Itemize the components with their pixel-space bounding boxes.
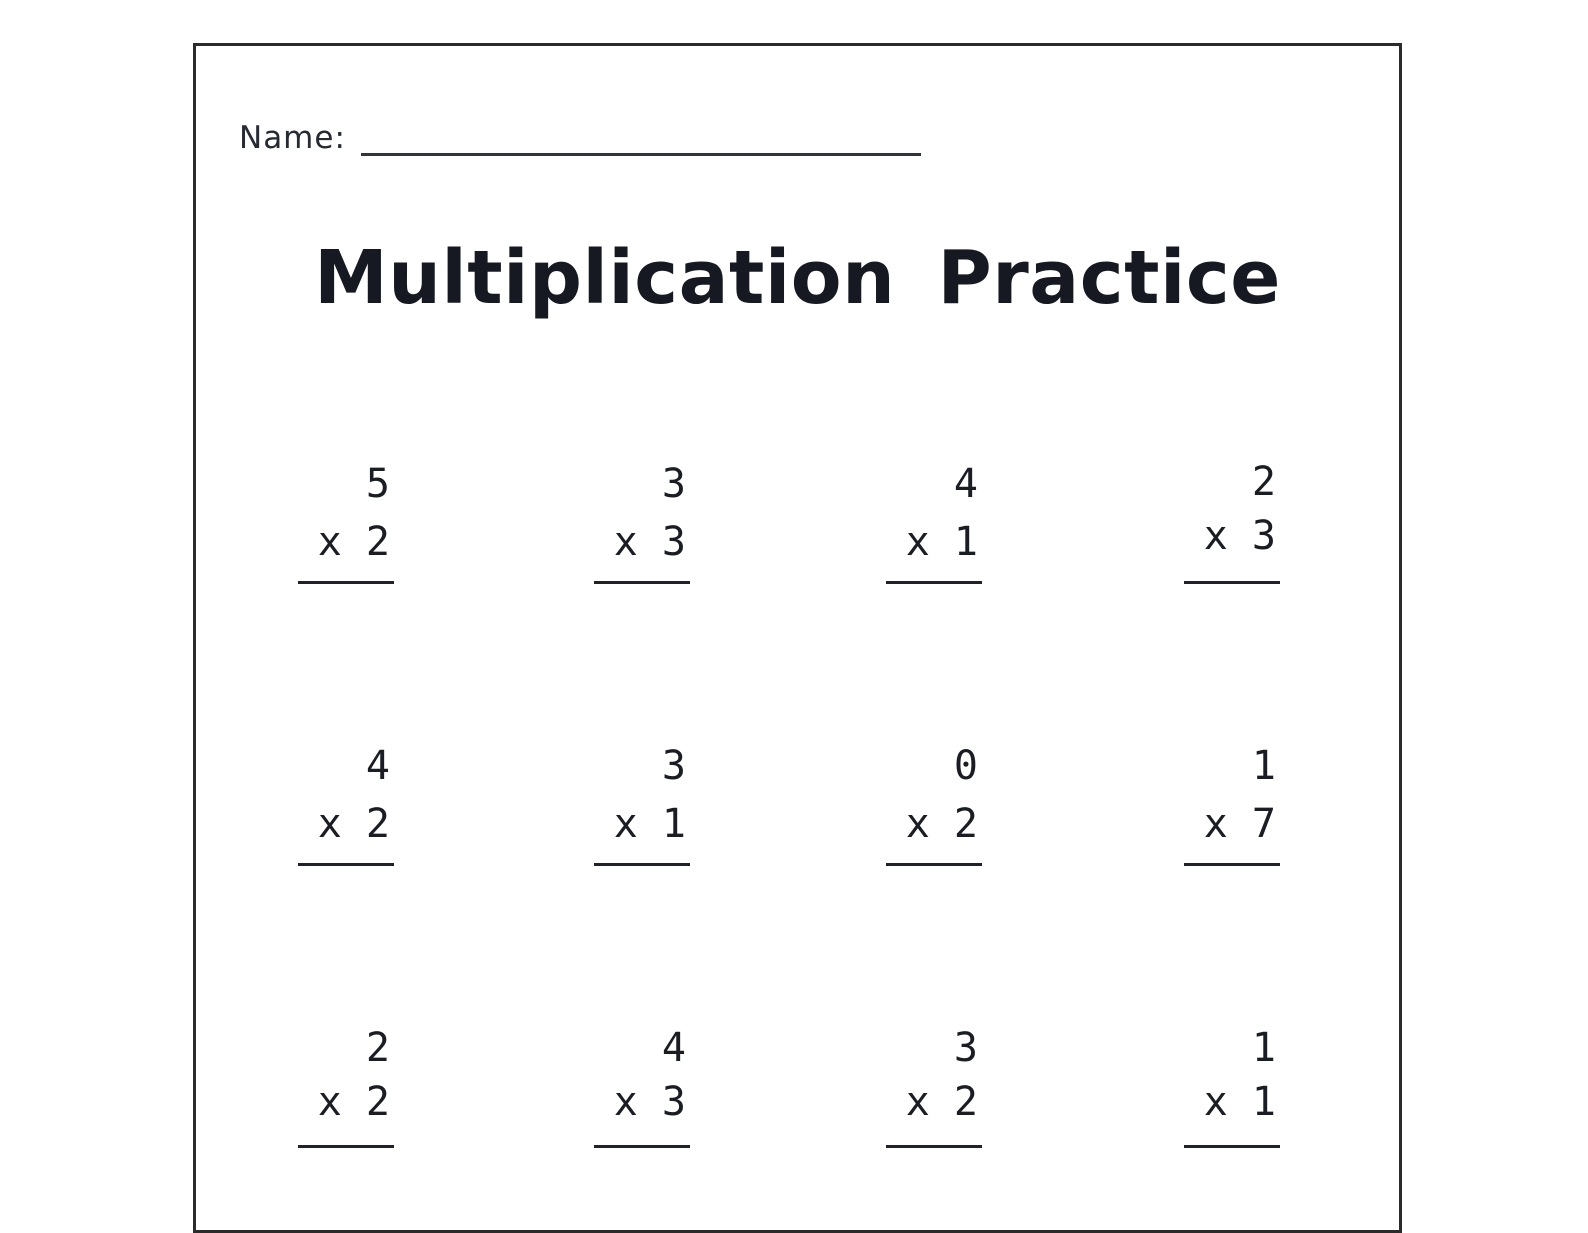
multiplier-row bbox=[614, 518, 686, 566]
answer-line[interactable] bbox=[298, 863, 394, 866]
problem-7 bbox=[886, 740, 982, 872]
problem-12 bbox=[1184, 1022, 1280, 1154]
multiplicand: 1 bbox=[1251, 743, 1276, 789]
operator: x bbox=[905, 1079, 930, 1125]
name-row bbox=[239, 118, 921, 158]
operator: x bbox=[905, 801, 930, 847]
operator: x bbox=[613, 1079, 638, 1125]
problem-2 bbox=[594, 458, 690, 590]
multiplier: 1 bbox=[953, 519, 978, 565]
answer-line[interactable] bbox=[594, 581, 690, 584]
multiplicand: 3 bbox=[661, 461, 686, 507]
multiplicand: 3 bbox=[661, 743, 686, 789]
problem-11 bbox=[886, 1022, 982, 1154]
problem-6 bbox=[594, 740, 690, 872]
operator: x bbox=[1203, 801, 1228, 847]
multiplicand: 5 bbox=[365, 461, 390, 507]
problem-5 bbox=[298, 740, 394, 872]
answer-line[interactable] bbox=[886, 1145, 982, 1148]
multiplicand: 1 bbox=[1251, 1025, 1276, 1071]
operator: x bbox=[317, 519, 342, 565]
multiplier: 3 bbox=[661, 1079, 686, 1125]
problem-4 bbox=[1184, 456, 1280, 588]
operator: x bbox=[613, 801, 638, 847]
multiplier-row bbox=[1204, 512, 1276, 560]
operator: x bbox=[613, 519, 638, 565]
multiplier: 1 bbox=[661, 801, 686, 847]
problem-10 bbox=[594, 1022, 690, 1154]
answer-line[interactable] bbox=[594, 863, 690, 866]
multiplier-row bbox=[906, 800, 978, 848]
multiplier: 1 bbox=[1251, 1079, 1276, 1125]
operator: x bbox=[905, 519, 930, 565]
multiplier: 2 bbox=[953, 801, 978, 847]
multiplicand: 4 bbox=[953, 461, 978, 507]
multiplier: 3 bbox=[1251, 513, 1276, 559]
multiplier: 3 bbox=[661, 519, 686, 565]
worksheet-title: Multiplication Practice bbox=[314, 235, 1281, 321]
answer-line[interactable] bbox=[1184, 863, 1280, 866]
multiplier-row bbox=[614, 1078, 686, 1126]
multiplier: 2 bbox=[365, 801, 390, 847]
multiplier-row bbox=[906, 1078, 978, 1126]
worksheet-page bbox=[193, 43, 1402, 1233]
problem-9 bbox=[298, 1022, 394, 1154]
answer-line[interactable] bbox=[886, 581, 982, 584]
multiplicand: 2 bbox=[365, 1025, 390, 1071]
multiplicand: 4 bbox=[661, 1025, 686, 1071]
multiplier-row bbox=[1204, 800, 1276, 848]
answer-line[interactable] bbox=[298, 1145, 394, 1148]
multiplier-row bbox=[318, 1078, 390, 1126]
multiplicand: 4 bbox=[365, 743, 390, 789]
answer-line[interactable] bbox=[886, 863, 982, 866]
multiplicand: 2 bbox=[1251, 459, 1276, 505]
multiplier: 2 bbox=[365, 519, 390, 565]
problem-1 bbox=[298, 458, 394, 590]
multiplier: 7 bbox=[1251, 801, 1276, 847]
multiplier-row bbox=[318, 518, 390, 566]
multiplier-row bbox=[318, 800, 390, 848]
problem-8 bbox=[1184, 740, 1280, 872]
name-label: Name: bbox=[239, 120, 346, 156]
problem-3 bbox=[886, 458, 982, 590]
multiplier: 2 bbox=[365, 1079, 390, 1125]
multiplier: 2 bbox=[953, 1079, 978, 1125]
name-input-line[interactable] bbox=[361, 153, 921, 156]
answer-line[interactable] bbox=[594, 1145, 690, 1148]
multiplier-row bbox=[1204, 1078, 1276, 1126]
answer-line[interactable] bbox=[1184, 581, 1280, 584]
answer-line[interactable] bbox=[298, 581, 394, 584]
operator: x bbox=[1203, 513, 1228, 559]
operator: x bbox=[317, 801, 342, 847]
multiplicand: 3 bbox=[953, 1025, 978, 1071]
multiplicand: 0 bbox=[953, 743, 978, 789]
operator: x bbox=[1203, 1079, 1228, 1125]
multiplier-row bbox=[614, 800, 686, 848]
multiplier-row bbox=[906, 518, 978, 566]
operator: x bbox=[317, 1079, 342, 1125]
answer-line[interactable] bbox=[1184, 1145, 1280, 1148]
